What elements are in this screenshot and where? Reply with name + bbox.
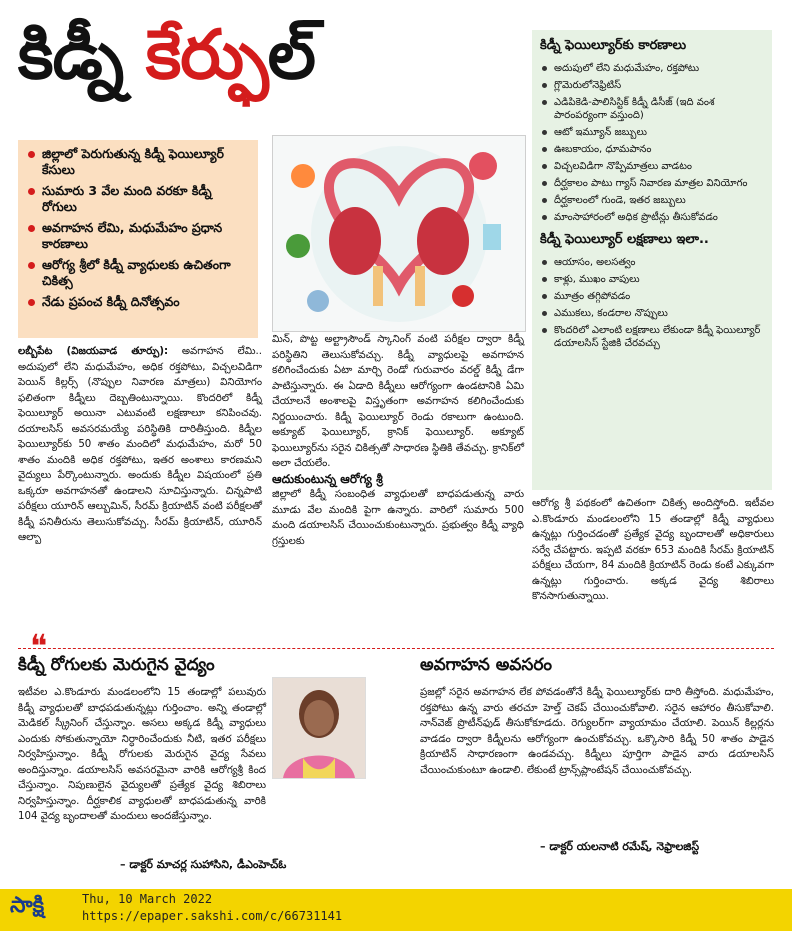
cause-item: దీర్ఘకాలం పాటు గ్యాస్ నివారణ మాత్రల వినియోగం: [540, 177, 764, 190]
headline-part2: కేర్: [145, 16, 268, 95]
article-text-2b: జిల్లాలో కిడ్నీ సంబంధిత వ్యాధులతో బాధపడుతున్న వారు మూడు వేల మందికి పైగా ఉన్నారు. వారిలో సుమారు 500 మంది డయాలసిస్ చేయించుకుంటున్నారు. ప్రభుత్వం కిడ్నీ వ్యాధి గ్రస్తులకు: [272, 489, 524, 547]
kidney-illustration: [272, 135, 526, 332]
footer-date: Thu, 10 March 2022: [82, 892, 213, 906]
article-text-3: ఆరోగ్య శ్రీ పథకంలో ఉచితంగా చికిత్స అందిస్తోంది. ఇటీవల ఎ.కొండూరు మండలంలోని 15 తండాల్లో కిడ్నీ వ్యాధులు ఉన్నట్లు గుర్తించడంతో ప్రత్యేక వైద్య బృందాలతో అధికారులు సర్వే చేపట్టారు. ఇప్పటి వరకూ 653 మందికి సీరమ్ క్రియాటిన్ పరీక్షలు చేయగా, 84 మందికి క్రియాటిన్ రెండు కంటే ఎక్కువగా ఉన్నట్లు గుర్తించారు. అక్కడ వైద్య శిబిరాలు కొనసాగుతున్నాయి.: [532, 498, 774, 602]
symptom-item: ఎముకలు, కండరాల నొప్పులు: [540, 307, 764, 320]
section2-text: ప్రజల్లో సరైన అవగాహన లేక పోవడంతోనే కిడ్నీ ఫెయిల్యూర్‌కు దారి తీస్తోంది. మధుమేహం, రక్తపోటు ఉన్న వారు తరచూ హెల్త్ చెకప్ చేయించుకోవాలి. సరైన ఆహారం తీసుకోవాలి. నాన్‌వెజ్ ప్రొటీన్‌ఫుడ్ తీసుకోకూడదు. రెగ్యులర్‌గా వ్యాయామం చేయాలి. పెయిన్ కిల్లర్లను వాడడం ద్వారా కిడ్నీలను ఆరోగ్యంగా ఉంచుకోవచ్చు. ఒక్కొసారి కిడ్నీ 50 శాతం పాడైన క్రియాటిన్ సాధారణంగా ఉండవచ్చు. కిడ్నీలు పూర్తిగా పాడైన వారు డయాలసిస్ చేయించుకుంటూ ఉండాలి. లేకుంటే ట్రాన్స్‌ప్లాంటేషన్ చేయించుకోవచ్చు.: [420, 687, 774, 776]
section2-signature: – డాక్టర్ యలనాటి రమేష్, నెఫ్రాలజిస్ట్: [540, 840, 700, 853]
section-divider: [18, 648, 774, 649]
cause-item: మాంసాహారంలో అధిక ప్రొటీన్లు తీసుకోవడం: [540, 211, 764, 224]
quote-icon: ❝: [30, 627, 48, 665]
article-column-1: [18, 344, 262, 546]
article-text-2a: మిన్, పొట్ట అల్ట్రాసౌండ్ స్కానింగ్ వంటి పరీక్షల ద్వారా కిడ్నీ పరిస్థితిని తెలుసుకోవచ్చు. కిడ్నీ వ్యాధులపై అవగాహన కలిగించేందుకు ఏటా మార్చి రెండో గురువారం వరల్డ్ కిడ్నీ డేగా పాటిస్తున్నారు. ఈ ఏడాది కిడ్నీలు ఆరోగ్యంగా ఉండటానికి ఏమి చేయాలనే అంశాలపై విస్తృతంగా అవగాహన కలిగించేందుకు నిర్ణయించారు. కిడ్నీ ఫెయిల్యూర్ రెండు రకాలుగా ఉంటుంది. అక్యూట్ ఫెయిల్యూర్, క్రానిక్ ఫెయిల్యూర్. అక్యూట్ ఫెయిల్యూర్‌ను సరైన చికిత్సతో సాధారణ స్థితికి తేవచ్చు. క్రానిక్‌లో అలా చేయలేం.: [272, 334, 524, 469]
article-text-1: అవగాహన లేమి.. అదుపులో లేని మధుమేహం, అధిక రక్తపోటు, విచ్చలవిడిగా పెయిన్ కిల్లర్స్ (నొప్పుల నివారణ మాత్రలు) వినియోగం ఫలితంగా కిడ్నీలు దెబ్బతింటున్నాయి. కొందరిలో కిడ్నీ ఫెయిల్యూర్ అయినా ఎటువంటి లక్షణాలూ కనిపించవు. దయాలసిస్ అవసరమయ్యే పరిస్థితికి దారితీస్తుంది. కిడ్నీల ఫెయిల్యూర్‌కు 50 శాతం మందిలో మధుమేహం, మరో 50 శాతం మందికి అధిక రక్తపోటు, ఇతర అంశాలు కారణమని వైద్యులు పేర్కొంటున్నారు. అందుకు కిడ్నీల విషయంలో ప్రతి ఒక్కరూ అవగాహనతో ఉండాలని సూచిస్తున్నారు. చిన్నపాటి పరీక్షలు యూరిన్ ఆల్బుమిన్, సీరమ్ క్రియాటిన్ వంటి పరీక్షలతో కిడ్నీ పనితీరును తెలుసుకోవచ్చు. సీరమ్ క్రియాటిన్, యూరిన్ ఆల్బా: [18, 346, 262, 543]
symptom-item: మూత్రం తగ్గిపోవడం: [540, 290, 764, 303]
cause-item: ఎడిపికెడి-పాలిసిస్టిక్ కిడ్నీ డిసీజ్ (ఇది వంశ పారంపర్యంగా వస్తుంది): [540, 96, 764, 122]
causes-title: కిడ్నీ ఫెయిల్యూర్‌కు కారణాలు: [540, 38, 687, 53]
section1-title: కిడ్నీ రోగులకు మెరుగైన వైద్యం: [18, 655, 215, 675]
article-column-3: [532, 496, 774, 605]
headline-part3: ఫుల్: [267, 16, 315, 95]
sakshi-logo: సాక్షి: [10, 893, 45, 918]
footer-url[interactable]: https://epaper.sakshi.com/c/66731141: [82, 909, 343, 923]
highlight-item: సుమారు 3 వేల మంది వరకూ కిడ్నీ రోగులు: [26, 183, 250, 215]
section2-title: అవగాహన అవసరం: [420, 655, 553, 675]
highlights-box: [18, 140, 258, 338]
highlight-item: ఆరోగ్య శ్రీలో కిడ్నీ వ్యాధులకు ఉచితంగా చికిత్స: [26, 257, 250, 289]
avatar-icon: [273, 678, 365, 778]
article-dateline: లబ్బీపేట (విజయవాడ తూర్పు):: [18, 346, 169, 357]
cause-item: ఆటో ఇమ్యూన్ జబ్బులు: [540, 126, 764, 139]
symptom-item: కాళ్లు, ముఖం వాపులు: [540, 273, 764, 286]
headline: [18, 8, 315, 104]
cause-item: దీర్ఘకాలంలో గుండె, ఇతర జబ్బులు: [540, 194, 764, 207]
article-subheading: ఆదుకుంటున్న ఆరోగ్య శ్రీ: [272, 471, 383, 486]
footer-bar: [0, 889, 792, 931]
cause-item: ఊబకాయం, ధూమపానం: [540, 143, 764, 156]
symptoms-title: కిడ్నీ ఫెయిల్యూర్ లక్షణాలు ఇలా..: [540, 232, 709, 247]
symptom-item: ఆయాసం, అలసత్వం: [540, 256, 764, 269]
cause-item: గ్లొమెరులోనెఫ్రిటిస్: [540, 79, 764, 92]
highlight-item: నేడు ప్రపంచ కిడ్నీ దినోత్సవం: [26, 294, 250, 310]
highlight-item: జిల్లాలో పెరుగుతున్న కిడ్నీ ఫెయిల్యూర్ కేసులు: [26, 146, 250, 178]
causes-symptoms-box: [532, 30, 772, 490]
headline-part1: కిడ్నీ: [18, 16, 146, 95]
article-column-2: [272, 332, 524, 549]
doctor-photo: [272, 677, 366, 779]
symptom-item: కొందరిలో ఎలాంటి లక్షణాలు లేకుండా కిడ్నీ ఫెయిల్యూర్ డయాలసిస్ స్టేజికి చేరవచ్చు: [540, 324, 764, 350]
cause-item: విచ్చలవిడిగా నొప్పిమాత్రలు వాడటం: [540, 160, 764, 173]
section1-signature: – డాక్టర్ మాచర్ల సుహాసిని, డీఎంహెచ్ఓ: [120, 858, 287, 871]
section1-text: ఇటీవల ఎ.కొండూరు మండలంలోని 15 తండాల్లో పలువురు కిడ్నీ వ్యాధులతో బాధపడుతున్నట్లు గుర్తించాం. అన్ని తండాల్లో మెడికల్ స్క్రీనింగ్ చేస్తున్నాం. అసలు అక్కడ కిడ్నీ వ్యాధులు ఎందుకు సోకుతున్నాయో నిర్ధారించేందుకు నీటి, ఇతర పరీక్షలు నిర్వహిస్తున్నాం. కిడ్నీ రోగులకు మెరుగైన వైద్య సేవలు అందిస్తున్నాం. డయాలసిస్ అవసరమైనా వారికి ఆరోగ్యశ్రీ కింద చేస్తున్నాం. నిపుణులైన వైద్యులతో ప్రత్యేక వైద్య శిబిరాలు నిర్వహిస్తున్నాం. దీర్ఘకాలిక వ్యాధులతో బాధపడుతున్న వారికి 104 వైద్య బృందాలతో మందులు అందజేస్తున్నాం.: [18, 687, 266, 822]
highlight-item: అవగాహన లేమి, మధుమేహం ప్రధాన కారణాలు: [26, 220, 250, 252]
kidney-illustration-icon: [273, 136, 525, 331]
cause-item: అదుపులో లేని మధుమేహం, రక్తపోటు: [540, 62, 764, 75]
